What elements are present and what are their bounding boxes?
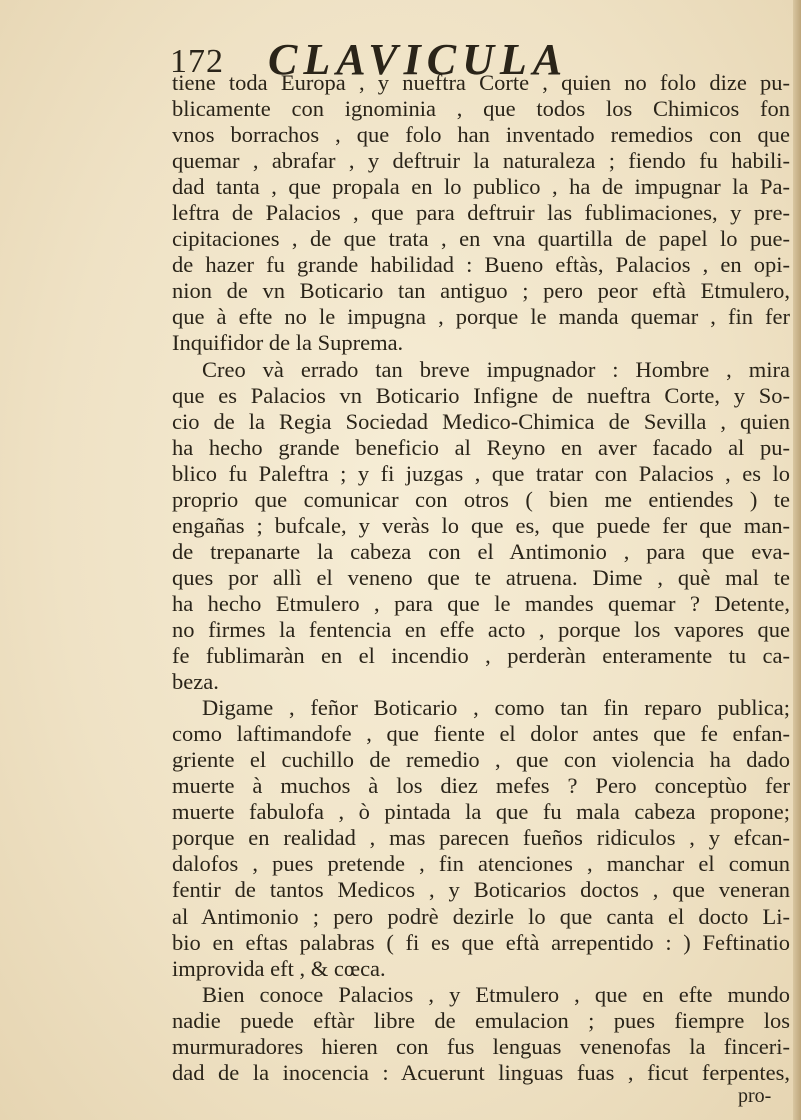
- text-line: dad tanta , que propala en lo publico , ha de impugnar la Pa-: [172, 174, 790, 200]
- text-line: muerte à muchos à los diez mefes ? Pero conceptùo fer: [172, 773, 790, 799]
- text-line: tiene toda Europa , y nueftra Corte , quien no folo dize pu-: [172, 70, 790, 95]
- text-line: como laftimandofe , que fiente el dolor antes que fe enfan-: [172, 721, 790, 747]
- body-text: [172, 70, 790, 1086]
- text-line: engañas ; bufcale, y veràs lo que es, que puede fer que man-: [172, 512, 790, 538]
- text-line: dalofos , pues pretende , fin atenciones , manchar el comun: [172, 851, 790, 877]
- text-line: beza.: [172, 669, 219, 695]
- text-line: bio en eftas palabras ( fi es que eftà arrepentido : ) Feftinatio: [172, 929, 790, 955]
- text-line: proprio que comunicar con otros ( bien me entiendes ) te: [172, 486, 790, 512]
- text-line: nadie puede eftàr libre de emulacion ; pues fiempre los: [172, 1007, 790, 1033]
- text-line: quemar , abrafar , y deftruir la naturaleza ; fiendo fu habili-: [172, 148, 790, 174]
- text-line: vnos borrachos , que folo han inventado remedios con que: [172, 122, 790, 148]
- text-line: cio de la Regia Sociedad Medico-Chimica de Sevilla , quien: [172, 408, 790, 434]
- text-line: improvida eft , & cœca.: [172, 955, 386, 981]
- text-line: de trepanarte la cabeza con el Antimonio , para que eva-: [172, 538, 790, 564]
- text-line: Inquifidor de la Suprema.: [172, 330, 404, 356]
- page-number: 172: [170, 43, 224, 80]
- text-line: de hazer fu grande habilidad : Bueno eftàs, Palacios , en opi-: [172, 252, 790, 278]
- text-line: nion de vn Boticario tan antiguo ; pero peor eftà Etmulero,: [172, 278, 790, 304]
- text-line: que es Palacios vn Boticario Infigne de nueftra Corte, y So-: [172, 382, 790, 408]
- text-line: ha hecho Etmulero , para que le mandes quemar ? Detente,: [172, 590, 790, 616]
- text-line: Creo và errado tan breve impugnador : Hombre , mira: [202, 356, 790, 382]
- text-line: muerte fabulofa , ò pintada la que fu mala cabeza propone;: [172, 799, 790, 825]
- text-line: Bien conoce Palacios , y Etmulero , que en efte mundo: [202, 981, 790, 1007]
- catchword: pro-: [738, 1085, 772, 1107]
- text-line: ha hecho grande beneficio al Reyno en aver facado al pu-: [172, 434, 790, 460]
- text-line: blico fu Paleftra ; y fi juzgas , que tratar con Palacios , es lo: [172, 460, 790, 486]
- text-line: ques por allì el veneno que te atruena. Dime , què mal te: [172, 564, 790, 590]
- text-line: porque en realidad , mas parecen fueños ridiculos , y efcan-: [172, 825, 790, 851]
- running-title: CLAVICULA: [268, 35, 569, 84]
- text-line: al Antimonio ; pero podrè dezirle lo que canta el docto Li-: [172, 903, 790, 929]
- text-line: no firmes la fentencia en effe acto , porque los vapores que: [172, 616, 790, 642]
- text-line: murmuradores hieren con fus lenguas venenofas la finceri-: [172, 1033, 790, 1059]
- text-line: que à efte no le impugna , porque le manda quemar , fin fer: [172, 304, 790, 330]
- text-line: Digame , feñor Boticario , como tan fin reparo publica;: [202, 695, 790, 721]
- text-line: fe fublimaràn en el incendio , perderàn enteramente tu ca-: [172, 643, 790, 669]
- page-edge: [793, 0, 801, 1120]
- text-line: leftra de Palacios , que para deftruir las fublimaciones, y pre-: [172, 200, 790, 226]
- text-line: griente el cuchillo de remedio , que con violencia ha dado: [172, 747, 790, 773]
- text-line: dad de la inocencia : Acuerunt linguas fuas , ficut ferpentes,: [172, 1059, 790, 1085]
- text-line: fentir de tantos Medicos , y Boticarios doctos , que veneran: [172, 877, 790, 903]
- text-line: cipitaciones , de que trata , en vna quartilla de papel lo pue-: [172, 226, 790, 252]
- text-line: blicamente con ignominia , que todos los Chimicos fon: [172, 96, 790, 122]
